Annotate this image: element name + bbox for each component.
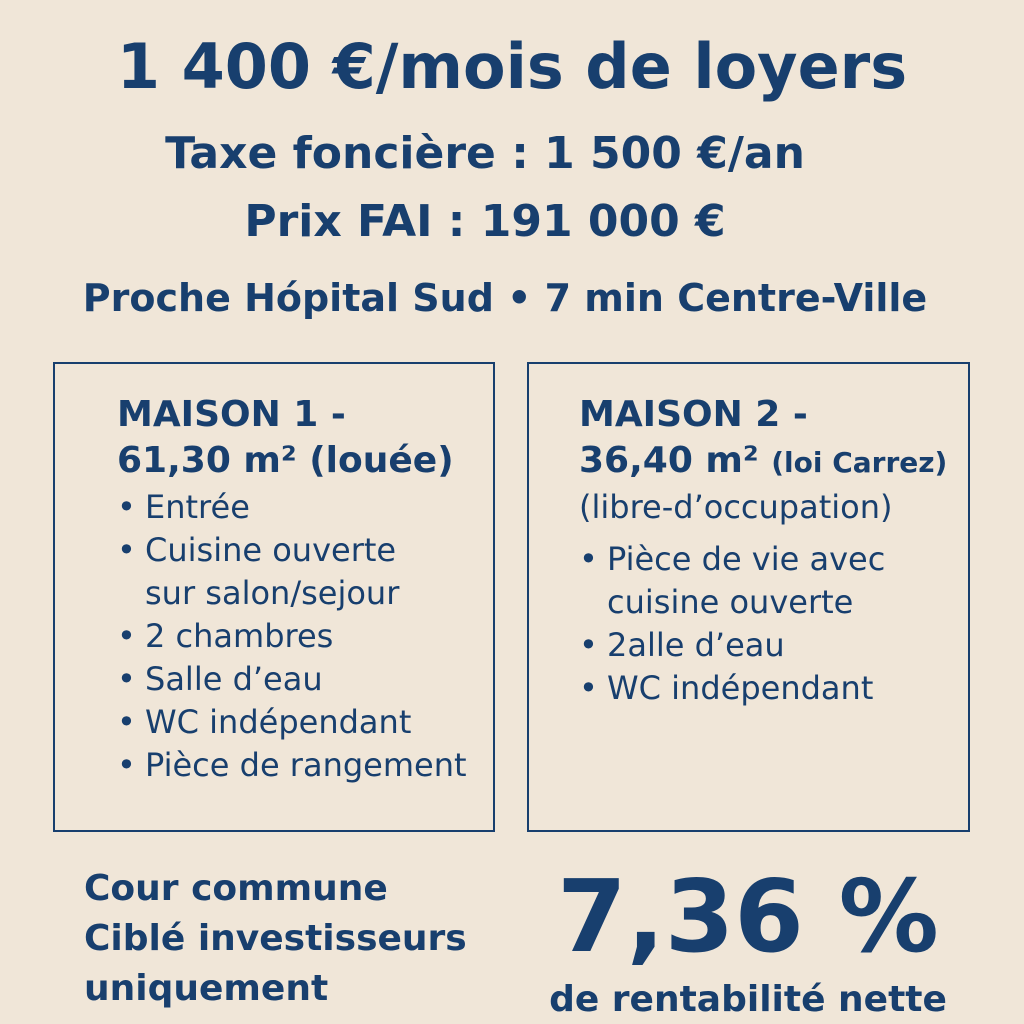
feature-item: • 2 chambres [117,615,467,658]
feature-item: • Pièce de rangement [117,744,467,787]
feature-item: • Salle d’eau [117,658,467,701]
target-text-line1: Ciblé investisseurs [84,918,467,959]
feature-item: • WC indépendant [579,667,947,710]
feature-item: • WC indépendant [117,701,467,744]
property-tax: Taxe foncière : 1 500 €/an [165,128,805,179]
maison-1-features [117,486,467,787]
price-fai: Prix FAI : 191 000 € [244,196,726,247]
headline-rent: 1 400 €/mois de loyers [116,30,908,103]
bullet-icon: • [117,703,136,741]
bullet-icon: • [117,617,136,655]
bullet-icon: • [579,669,598,707]
maison-2-card [527,362,970,832]
bullet-icon: • [579,626,598,664]
courtyard-text: Cour commune [84,868,388,909]
bullet-icon: • [117,746,136,784]
bottom-left-info [84,864,467,1014]
maison-2-area [579,438,947,486]
bullet-icon: • [117,660,136,698]
location-info: Proche Hópital Sud • 7 min Centre-Ville [82,276,928,320]
feature-item: • Entrée [117,486,467,529]
net-yield-label: de rentabilité nette [549,979,947,1020]
maison-2-area-note: (loi Carrez) [771,446,948,479]
maison-2-area-value: 36,40 m² [579,440,759,481]
bullet-icon: • [117,531,136,569]
feature-item-continuation: sur salon/sejour [145,574,400,612]
target-text-line2: uniquement [84,968,329,1009]
maison-1-title: MAISON 1 - [117,394,346,435]
net-yield-value: 7,36 % [557,858,939,975]
feature-item-continuation: cuisine ouverte [607,583,854,621]
maison-1-subtitle: 61,30 m² (louée) [117,440,454,481]
maison-1-card [53,362,495,832]
maison-2-features [579,538,947,710]
maison-2-status: (libre-d’occupation) [579,488,893,526]
bullet-icon: • [579,540,598,578]
bullet-icon: • [117,488,136,526]
feature-item: • Pièce de vie avec [579,538,947,581]
feature-item: • Cuisine ouverte [117,529,467,572]
feature-item: • 2alle d’eau [579,624,947,667]
maison-2-title: MAISON 2 - [579,394,808,435]
